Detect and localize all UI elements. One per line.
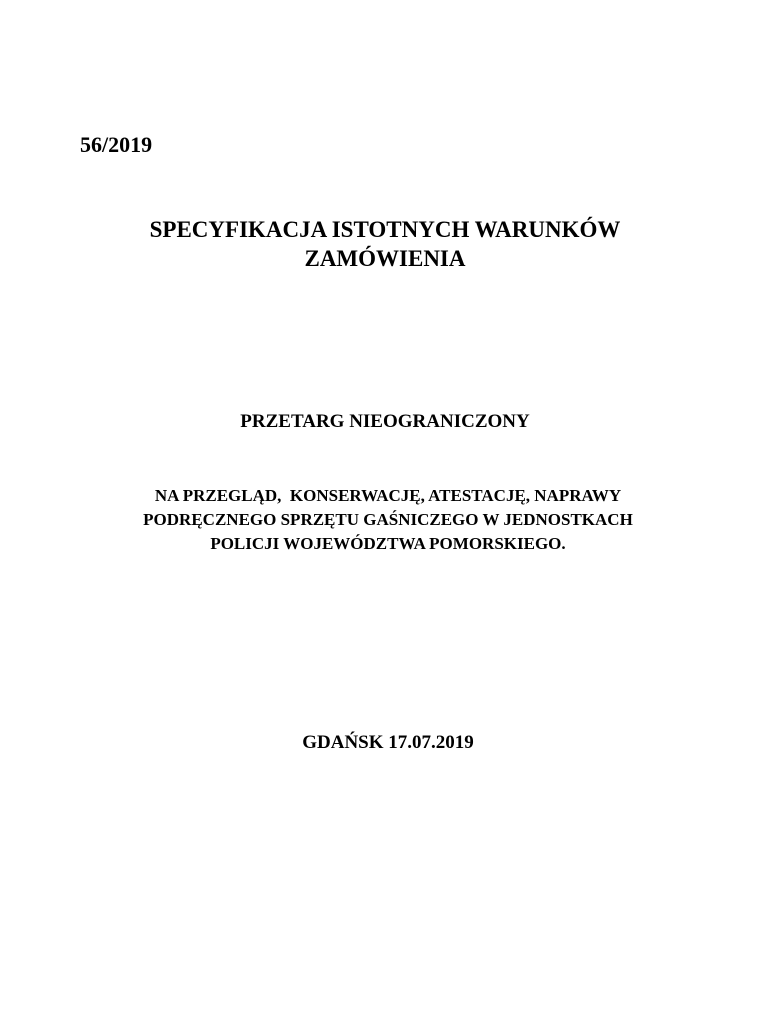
procedure-type: PRZETARG NIEOGRANICZONY — [240, 411, 530, 432]
contract-subject-line: POLICJI WOJEWÓDZTWA POMORSKIEGO. — [210, 534, 566, 553]
document-title — [0, 215, 770, 273]
contract-subject-line: PODRĘCZNEGO SPRZĘTU GAŚNICZEGO W JEDNOSTKACH — [143, 510, 633, 529]
contract-subject — [0, 484, 770, 556]
contract-subject-line: NA PRZEGLĄD, KONSERWACJĘ, ATESTACJĘ, NAPRAWY — [154, 486, 622, 505]
document-title-line: ZAMÓWIENIA — [304, 246, 466, 271]
document-number: 56/2019 — [80, 132, 153, 157]
place-and-date: GDAŃSK 17.07.2019 — [302, 732, 474, 753]
document-title-line: SPECYFIKACJA ISTOTNYCH WARUNKÓW — [149, 217, 621, 242]
